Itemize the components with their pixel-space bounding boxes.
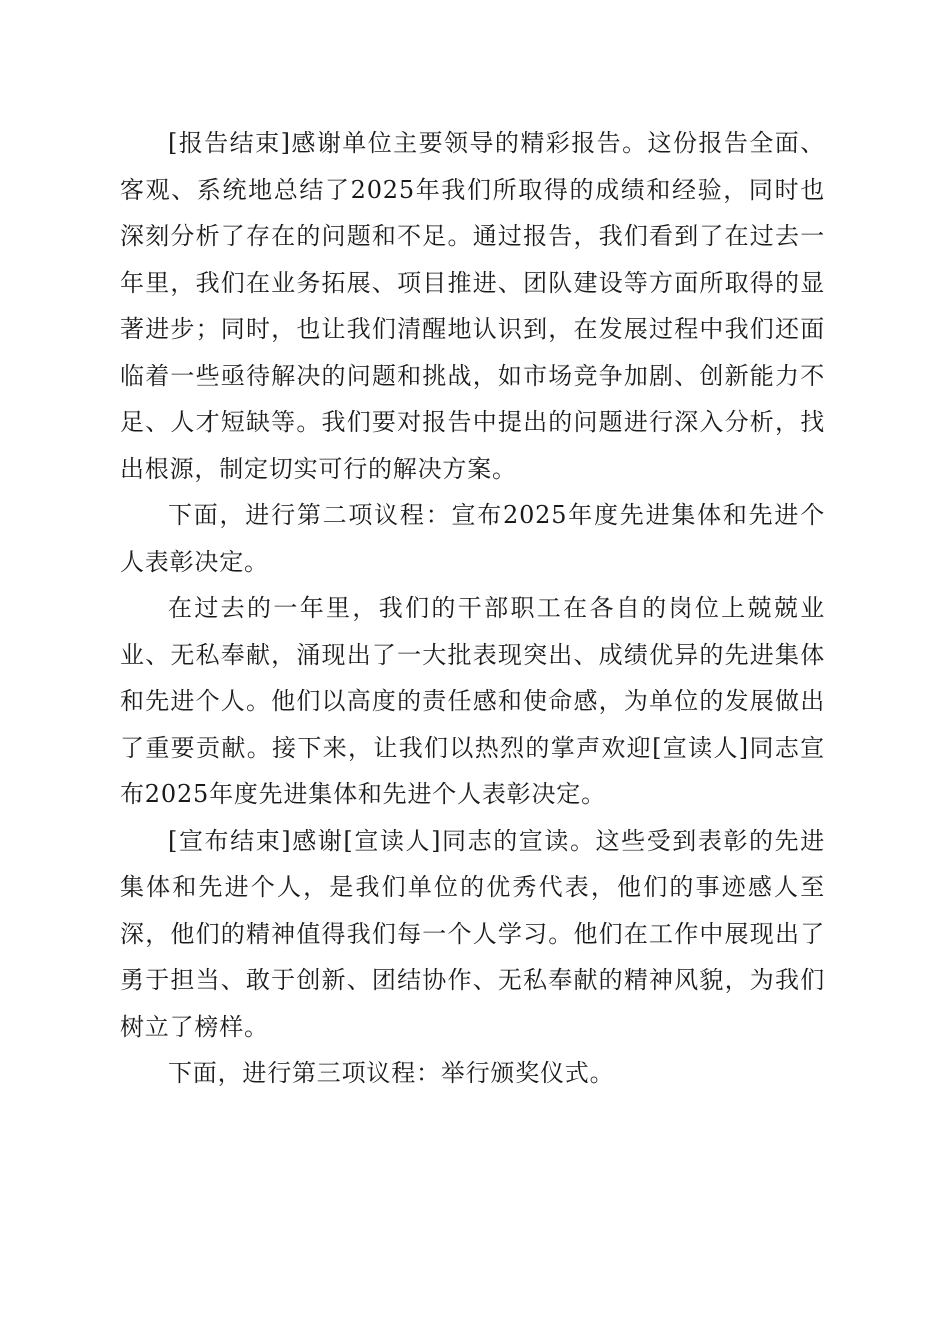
- document-page: [120, 120, 825, 1097]
- paragraph-report-end: [报告结束]感谢单位主要领导的精彩报告。这份报告全面、客观、系统地总结了2025年我们所取得的成绩和经验，同时也深刻分析了存在的问题和不足。通过报告，我们看到了在过去一年里，我们在业务拓展、项目推进、团队建设等方面所取得的显著进步；同时，也让我们清醒地认识到，在发展过程中我们还面临着一些亟待解决的问题和挑战，如市场竞争加剧、创新能力不足、人才短缺等。我们要对报告中提出的问题进行深入分析，找出根源，制定切实可行的解决方案。: [120, 129, 825, 483]
- paragraph-announcement-end: [宣布结束]感谢[宣读人]同志的宣读。这些受到表彰的先进集体和先进个人，是我们单位的优秀代表，他们的事迹感人至深，他们的精神值得我们每一个人学习。他们在工作中展现出了勇于担当、敢于创新、团结协作、无私奉献的精神风貌，为我们树立了榜样。: [120, 826, 825, 1041]
- paragraph-advanced-intro: 在过去的一年里，我们的干部职工在各自的岗位上兢兢业业、无私奉献，涌现出了一大批表现突出、成绩优异的先进集体和先进个人。他们以高度的责任感和使命感，为单位的发展做出了重要贡献。接下来，让我们以热烈的掌声欢迎[宣读人]同志宣布2025年度先进集体和先进个人表彰决定。: [120, 594, 825, 808]
- paragraph-agenda-two: 下面，进行第二项议程：宣布2025年度先进集体和先进个人表彰决定。: [120, 501, 825, 576]
- paragraph-agenda-three: 下面，进行第三项议程：举行颁奖仪式。: [168, 1059, 615, 1087]
